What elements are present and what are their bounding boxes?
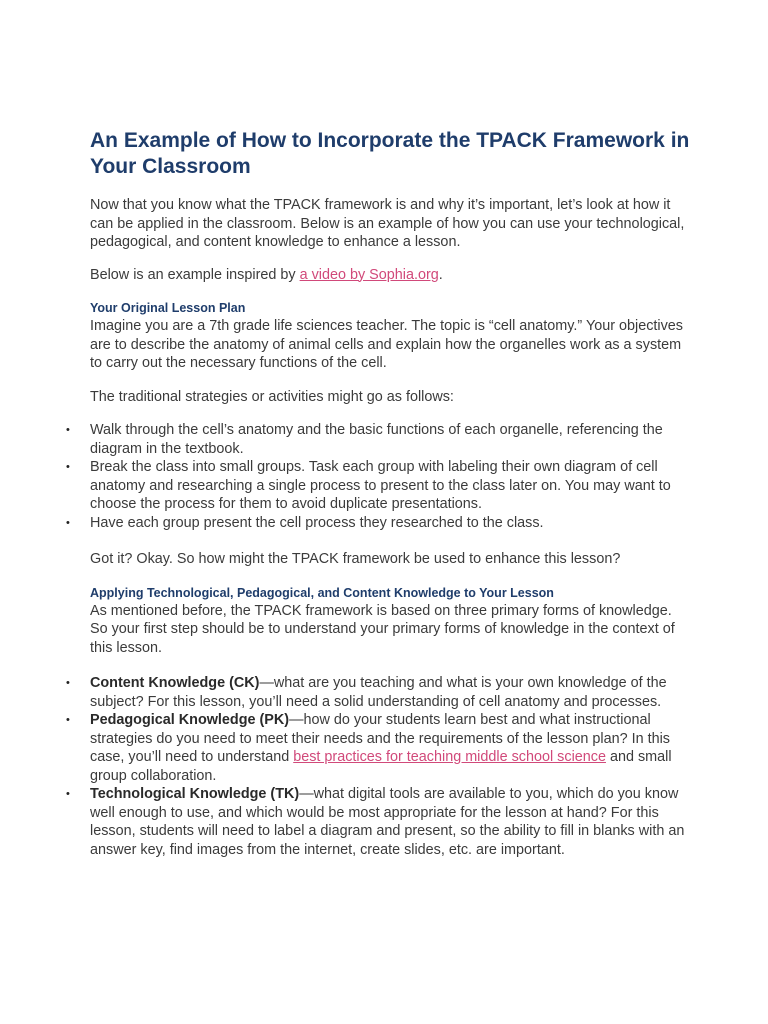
bullet-icon: •: [66, 714, 70, 726]
traditional-strategies-paragraph: The traditional strategies or activities might go as follows:: [90, 388, 454, 405]
sophia-video-link[interactable]: a video by Sophia.org: [299, 266, 439, 283]
example-prefix: Below is an example inspired by: [90, 266, 300, 283]
list-item: [66, 674, 690, 711]
bullet-icon: •: [66, 788, 70, 800]
applying-knowledge-paragraph: As mentioned before, the TPACK framework is based on three primary forms of knowledge. So your first step should be to understand your primary forms of knowledge in the context of this lesson.: [90, 602, 675, 656]
article: [66, 128, 690, 859]
bullet-icon: •: [66, 424, 70, 436]
original-plan-paragraph: Imagine you are a 7th grade life sciences teacher. The topic is “cell anatomy.” Your objectives are to describe the anatomy of animal cells and explain how the organelles work as a system to carry out the necessary functions of the cell.: [90, 318, 684, 371]
term-technological-knowledge: Technological Knowledge (TK): [90, 786, 300, 802]
list-item-text: —how do your students learn best and what instructional strategies do you need to meet their needs and the requirements of the lesson plan? In this case, you’ll need to understand: [90, 712, 670, 765]
list-item-text-after: and small group collaboration.: [90, 749, 672, 784]
bullet-icon: •: [66, 516, 70, 529]
page-title: An Example of How to Incorporate the TPACK Framework in Your Classroom: [90, 129, 690, 178]
section-heading-original-plan: Your Original Lesson Plan: [90, 301, 246, 315]
list-item-text: Have each group present the cell process they researched to the class.: [90, 514, 544, 531]
list-item: [66, 458, 690, 514]
best-practices-link[interactable]: best practices for teaching middle school science: [293, 749, 606, 765]
bullet-icon: •: [66, 461, 70, 473]
list-item-text: Break the class into small groups. Task each group with labeling their own diagram of cell anatomy and researching a single process to present to the class later on. You may want to choose the process for them to avoid duplicate presentations.: [90, 459, 671, 512]
term-content-knowledge: Content Knowledge (CK): [90, 675, 260, 691]
strategies-list: [66, 421, 690, 532]
bullet-icon: •: [66, 677, 70, 689]
list-item-text: —what digital tools are available to you, which do you know well enough to use, and which would be most appropriate for the lesson at hand? For this lesson, students will need to label a diagram and present, so the ability to fill in blanks with an answer key, find images from the internet, create slides, etc. are important.: [90, 786, 685, 858]
list-item: [66, 711, 690, 785]
example-suffix: .: [438, 266, 443, 283]
knowledge-list: [66, 674, 690, 859]
list-item: [66, 514, 690, 533]
intro-paragraph: Now that you know what the TPACK framework is and why it’s important, let’s look at how it can be applied in the classroom. Below is an example of how you can use your technological, pedagogical, and content knowledge to enhance a lesson.: [90, 197, 685, 250]
list-item-text: —what are you teaching and what is your own knowledge of the subject? For this lesson, you’ll need a solid understanding of cell anatomy and processes.: [90, 675, 667, 710]
example-paragraph: [90, 266, 690, 285]
list-item: [66, 421, 690, 458]
got-it-paragraph: Got it? Okay. So how might the TPACK framework be used to enhance this lesson?: [90, 551, 621, 567]
list-item: [66, 785, 690, 859]
list-item-text: Walk through the cell’s anatomy and the basic functions of each organelle, referencing the diagram in the textbook.: [90, 422, 663, 457]
term-pedagogical-knowledge: Pedagogical Knowledge (PK): [90, 712, 290, 728]
section-heading-applying-knowledge: Applying Technological, Pedagogical, and Content Knowledge to Your Lesson: [90, 585, 554, 600]
